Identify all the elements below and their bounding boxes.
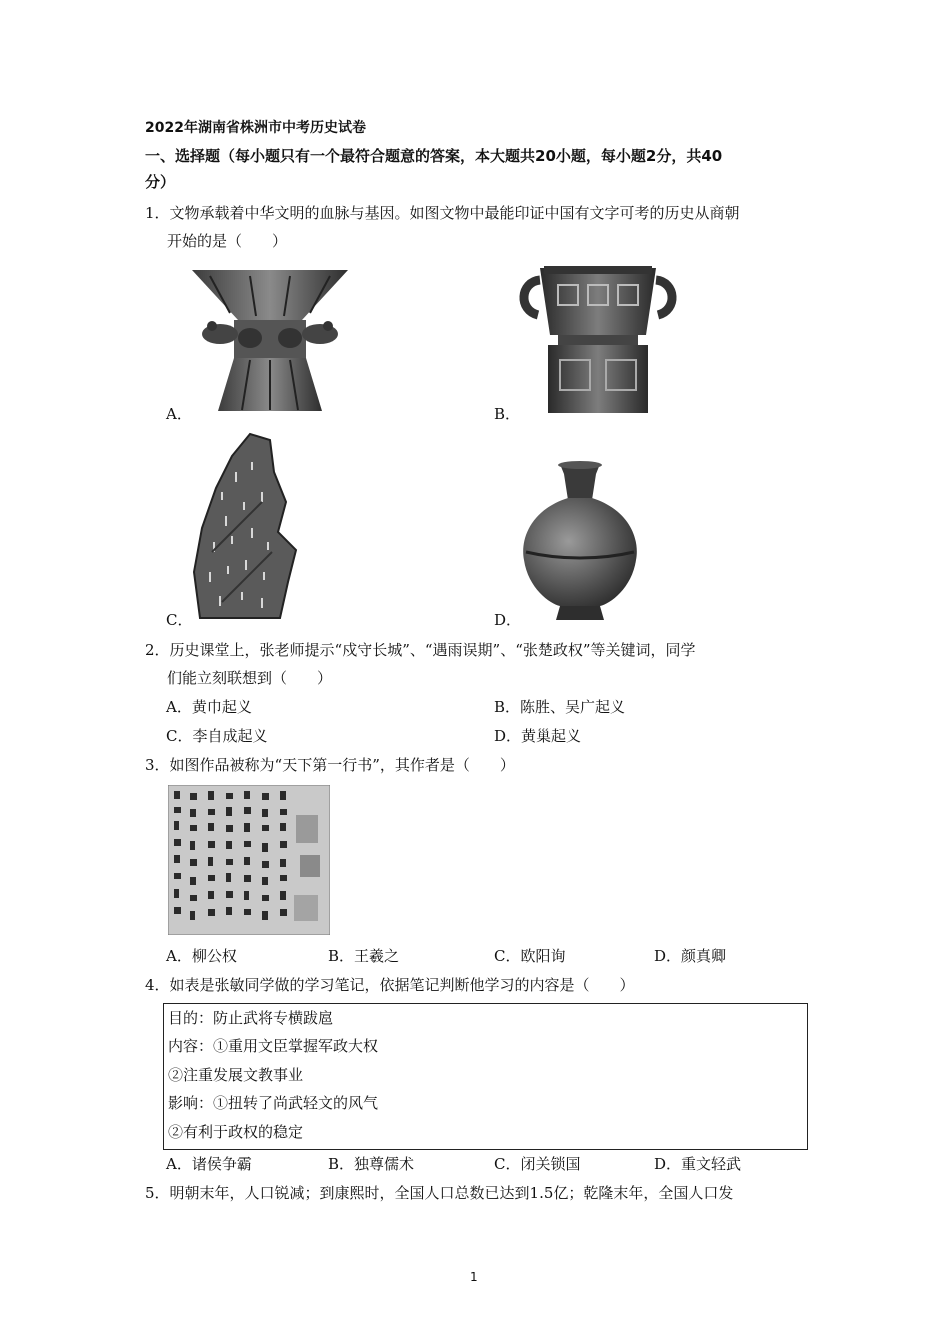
oracle-bone-image bbox=[192, 432, 302, 620]
page-number: 1 bbox=[470, 1270, 478, 1284]
q1-option-c: C． bbox=[166, 611, 193, 629]
q1-stem-line2: 开始的是（ ） bbox=[167, 232, 288, 250]
notes-line: ②有利于政权的稳定 bbox=[168, 1123, 304, 1141]
q2-option-a: A．黄巾起义 bbox=[166, 698, 252, 716]
notes-line: 影响：①扭转了尚武轻文的风气 bbox=[168, 1094, 379, 1112]
notes-line: 目的：防止武将专横跋扈 bbox=[168, 1009, 334, 1027]
q4-option-a: A．诸侯争霸 bbox=[166, 1155, 252, 1173]
exam-title: 2022年湖南省株洲市中考历史试卷 bbox=[145, 120, 366, 136]
q4-stem-line1: 4．如表是张敏同学做的学习笔记，依据笔记判断他学习的内容是（ ） bbox=[145, 976, 635, 994]
q1-option-b: B． bbox=[494, 405, 521, 423]
q1-stem-line1: 1．文物承载着中华文明的血脉与基因。如图文物中最能印证中国有文字可考的历史从商朝 bbox=[145, 204, 740, 222]
q3-option-c: C．欧阳询 bbox=[494, 947, 566, 965]
q2-stem-line1: 2．历史课堂上，张老师提示“戍守长城”、“遇雨误期”、“张楚政权”等关键词，同学 bbox=[145, 641, 696, 659]
q3-option-d: D．颜真卿 bbox=[654, 947, 727, 965]
bronze-gui-image bbox=[518, 260, 678, 415]
q4-option-b: B．独尊儒术 bbox=[328, 1155, 415, 1173]
q3-option-b: B．王羲之 bbox=[328, 947, 400, 965]
q2-option-c: C．李自成起义 bbox=[166, 727, 268, 745]
q1-option-a: A． bbox=[166, 405, 192, 423]
q5-stem-line1: 5．明朝末年，人口锐减；到康熙时，全国人口总数已达到1.5亿；乾隆末年，全国人口发 bbox=[145, 1184, 734, 1202]
q1-option-d: D． bbox=[494, 611, 522, 629]
q4-option-d: D．重文轻武 bbox=[654, 1155, 742, 1173]
calligraphy-image bbox=[168, 785, 330, 935]
q2-option-b: B．陈胜、吴广起义 bbox=[494, 698, 626, 716]
notes-line: 内容：①重用文臣掌握军政大权 bbox=[168, 1037, 379, 1055]
bronze-hu-jar-image bbox=[520, 460, 640, 622]
section-header-line1: 一、选择题（每小题只有一个最符合题意的答案，本大题共20小题，每小题2分，共40 bbox=[145, 147, 723, 165]
notes-line: ②注重发展文教事业 bbox=[168, 1066, 304, 1084]
q2-option-d: D．黄巢起义 bbox=[494, 727, 582, 745]
q3-option-a: A．柳公权 bbox=[166, 947, 237, 965]
bronze-zun-image bbox=[190, 268, 350, 413]
q3-stem-line1: 3．如图作品被称为“天下第一行书”，其作者是（ ） bbox=[145, 756, 515, 774]
q4-option-c: C．闭关锁国 bbox=[494, 1155, 581, 1173]
section-header-line2: 分） bbox=[145, 173, 176, 191]
q2-stem-line2: 们能立刻联想到（ ） bbox=[167, 669, 333, 687]
